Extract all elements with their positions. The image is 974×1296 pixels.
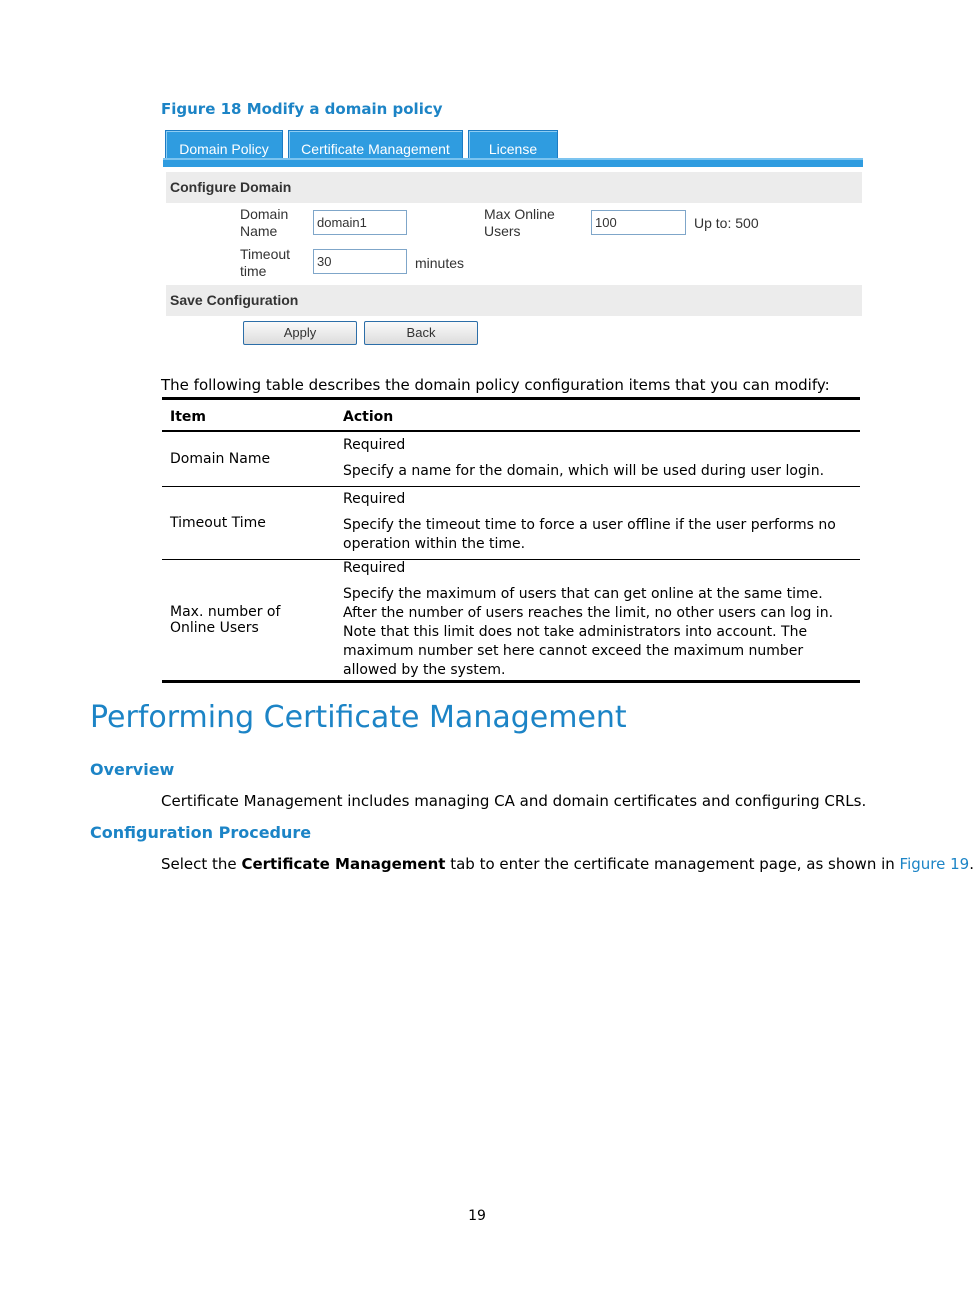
max-online-limit-text: Up to: 500	[694, 215, 759, 231]
configure-domain-header: Configure Domain	[166, 172, 862, 203]
figure-19-link[interactable]: Figure 19	[899, 855, 970, 873]
save-configuration-header: Save Configuration	[166, 285, 862, 316]
domain-name-label: Domain Name	[240, 206, 289, 239]
overview-heading: Overview	[90, 760, 175, 779]
overview-text: Certificate Management includes managing CA and domain certificates and configuring CRLs.	[161, 792, 867, 810]
row-item: Max. number of Online Users	[170, 603, 281, 636]
tab-certificate-management[interactable]: Certificate Management	[288, 130, 463, 158]
row-item: Timeout Time	[170, 514, 266, 531]
row-action: Required Specify the maximum of users that can get online at the same time. After the number of users reaches the limit, no other users can log in. Note that this limit does not take administrators into account. The maximum number set here cannot exceed the maximum number allowed by the system.	[343, 559, 834, 678]
row-item: Domain Name	[170, 450, 271, 467]
tab-domain-policy[interactable]: Domain Policy	[165, 130, 283, 158]
apply-button[interactable]: Apply	[243, 321, 357, 345]
max-online-users-input[interactable]	[591, 210, 686, 235]
header-item: Item	[170, 409, 206, 425]
procedure-text: Select the Certificate Management tab to enter the certificate management page, as shown in Figure 19.	[161, 855, 974, 873]
header-action: Action	[343, 409, 394, 425]
domain-policy-ui	[163, 128, 863, 350]
back-button[interactable]: Back	[364, 321, 478, 345]
procedure-heading: Configuration Procedure	[90, 823, 312, 842]
timeout-input[interactable]	[313, 249, 407, 274]
timeout-label: Timeout time	[240, 246, 291, 279]
intro-text: The following table describes the domain policy configuration items that you can modify:	[161, 376, 830, 394]
figure-caption: Figure 18 Modify a domain policy	[161, 100, 443, 118]
table-row	[162, 431, 860, 486]
config-items-table	[162, 397, 860, 683]
table-row	[162, 486, 860, 559]
tab-license[interactable]: License	[468, 130, 558, 158]
domain-name-input[interactable]	[313, 210, 407, 235]
row-action: Required Specify the timeout time to force a user offline if the user performs no operation within the time.	[343, 491, 836, 552]
max-online-users-label: Max Online Users	[484, 206, 555, 239]
row-action: Required Specify a name for the domain, which will be used during user login.	[343, 436, 825, 479]
page-number: 19	[468, 1208, 486, 1224]
section-heading: Performing Certificate Management	[90, 700, 627, 735]
timeout-unit: minutes	[415, 255, 465, 271]
table-row	[162, 559, 860, 681]
